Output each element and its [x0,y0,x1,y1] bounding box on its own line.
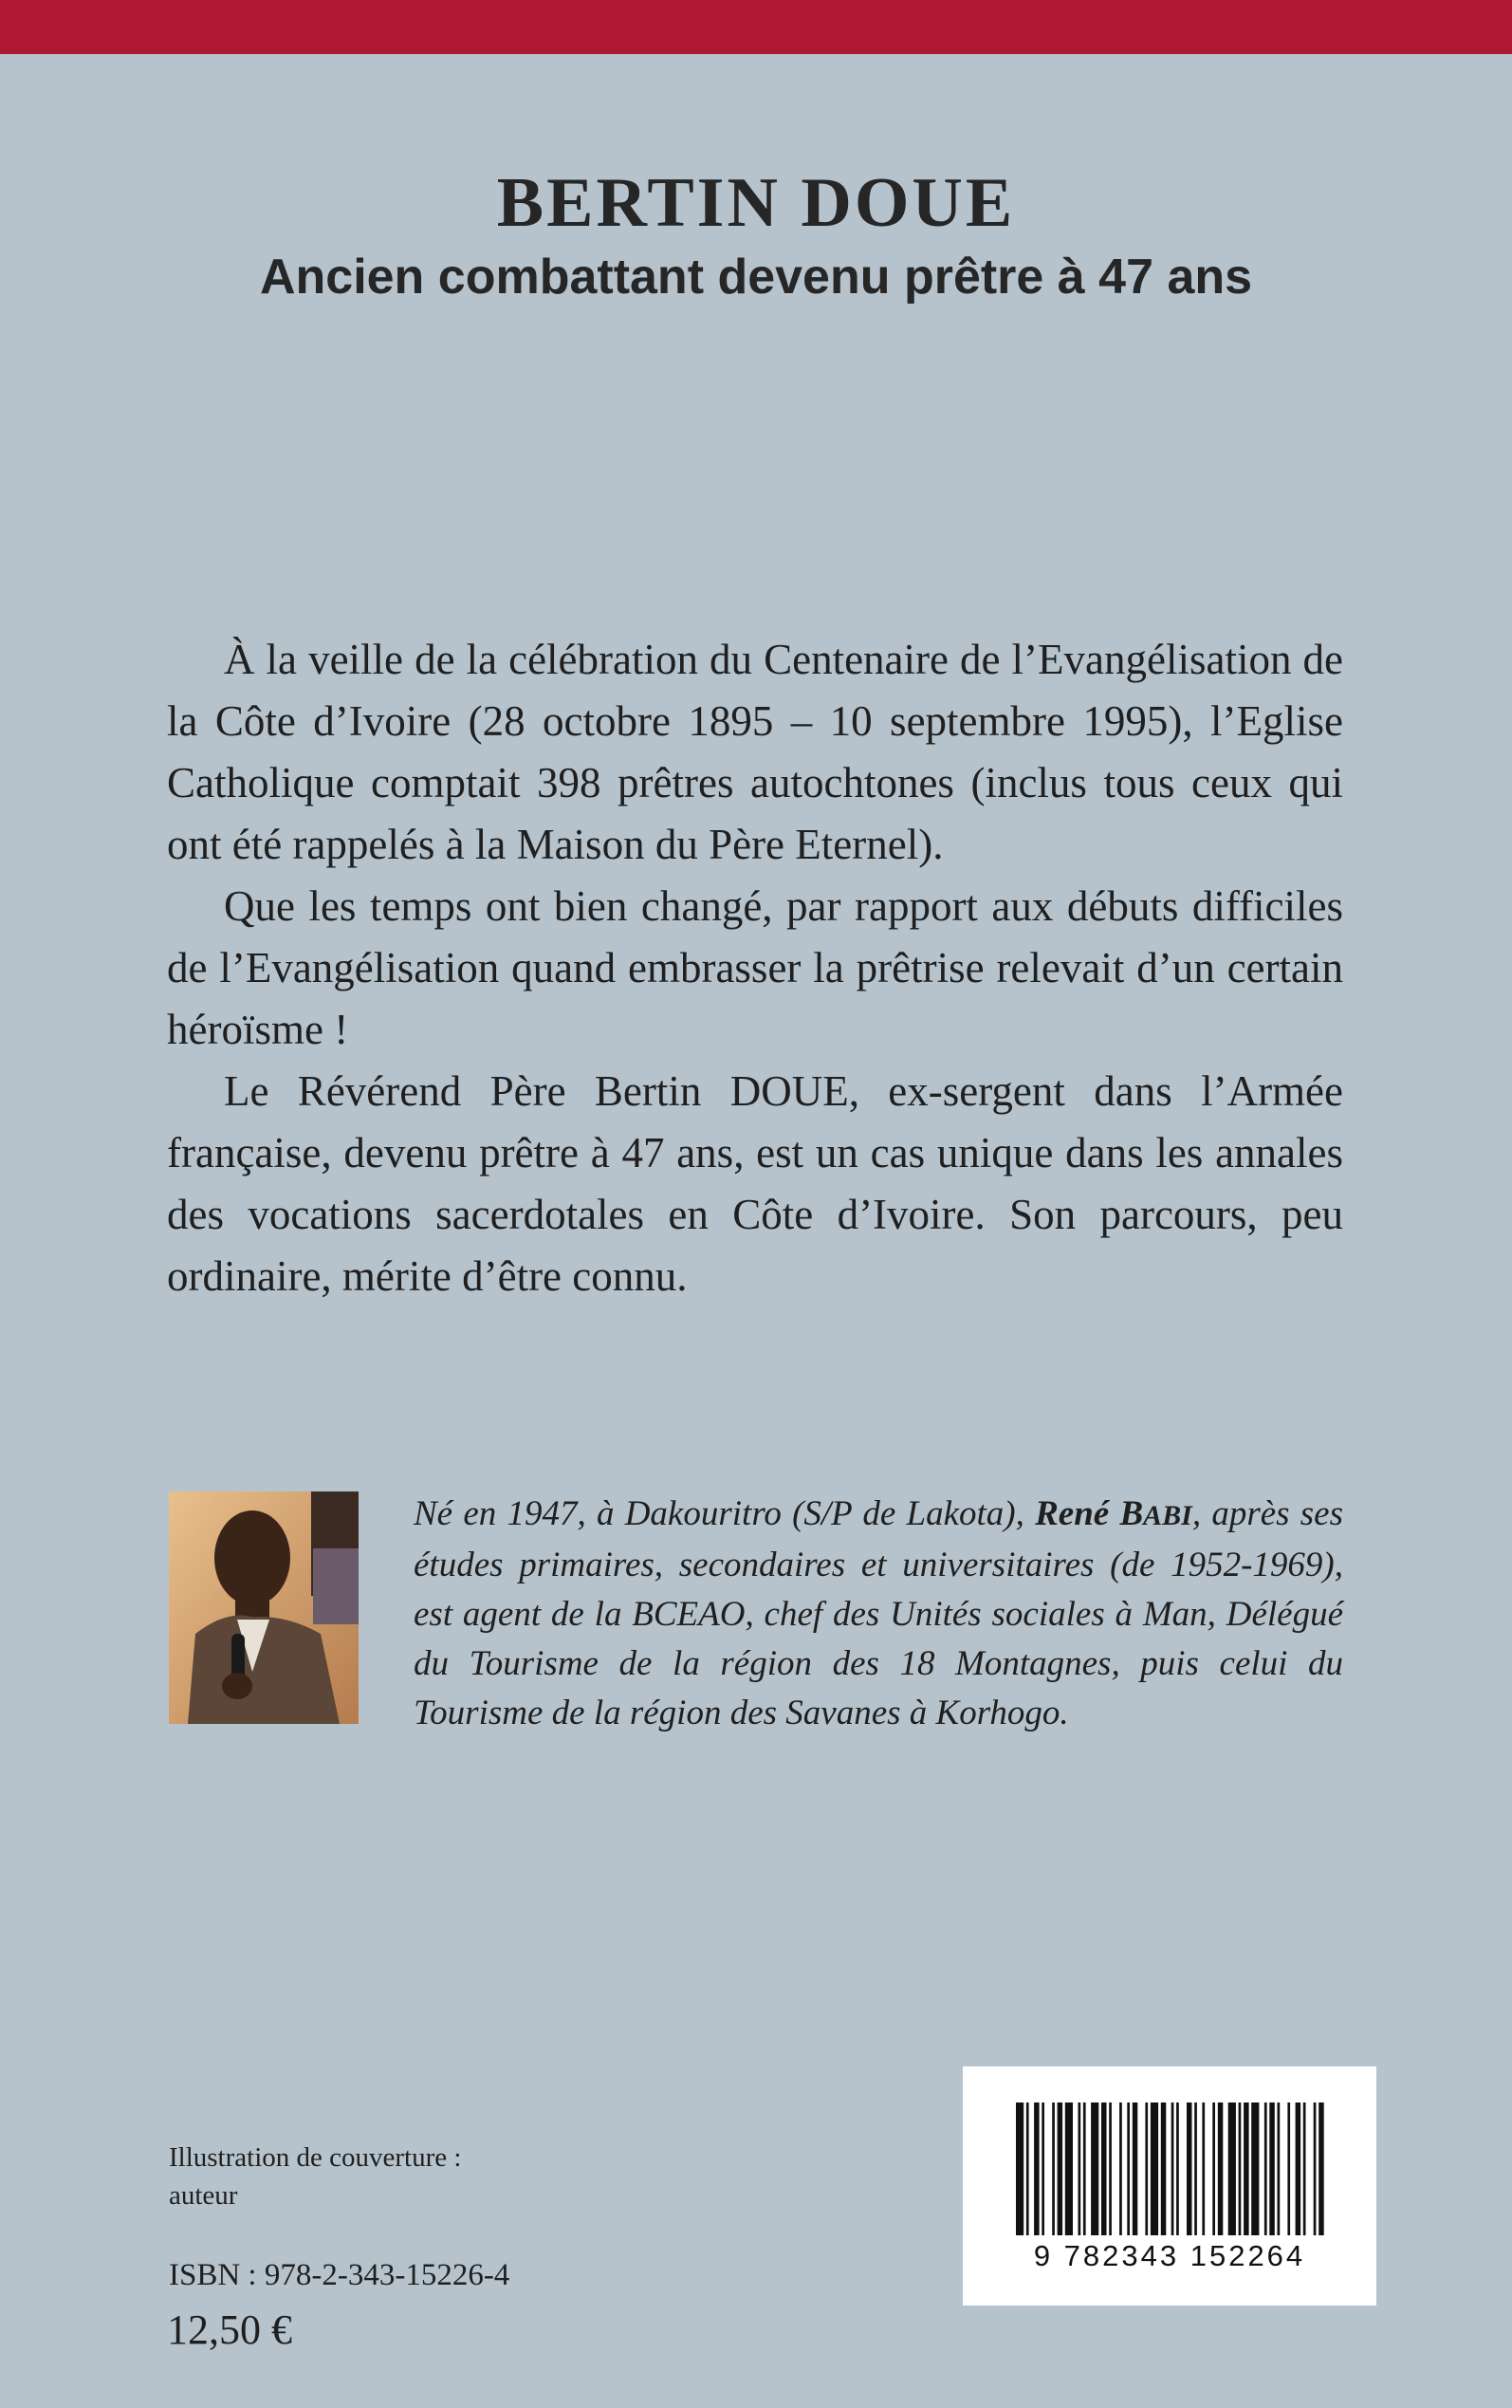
barcode-bar [1083,2102,1086,2235]
barcode-bar [1101,2102,1107,2235]
isbn: ISBN : 978-2-343-15226-4 [169,2258,510,2292]
author-portrait-image [169,1491,359,1724]
barcode-bars [963,2066,1376,2306]
book-title: BERTIN DOUE [496,164,1016,242]
barcode-bar [1296,2102,1301,2235]
barcode-bar [1202,2102,1205,2235]
barcode-bar [1127,2102,1130,2235]
barcode-bar [1058,2102,1063,2235]
illustration-author: auteur [169,2180,238,2211]
barcode-bar [1187,2102,1192,2235]
barcode-bar [1133,2102,1138,2235]
barcode-bar [1218,2102,1224,2235]
barcode [963,2066,1376,2306]
barcode-bar [1228,2102,1236,2235]
barcode-bar [1079,2102,1081,2235]
author-photo [169,1491,359,1724]
blurb-paragraph-2: Que les temps ont bien changé, par rapport aux débuts difficiles de l’Evangélisation quand embrasser la prêtrise relevait d’un certain héroïsme ! [167,882,1343,1053]
barcode-bar [1251,2102,1259,2235]
barcode-bar [1269,2102,1275,2235]
blurb-paragraph-1: À la veille de la célébration du Centenaire de l’Evangélisation de la Côte d’Ivoire (28 octobre 1895 – 10 septembre 1995), l’Eglise Catholique comptait 398 prêtres autochtones (inclus tous ceux qui ont été rappelés à la Maison du Père Eternel). [167,636,1343,868]
barcode-bar [1239,2102,1242,2235]
barcode-digits: 9 782343 152264 [1033,2239,1306,2272]
barcode-bar [1194,2102,1197,2235]
barcode-bar [1034,2102,1040,2235]
blurb-paragraph-3: Le Révérend Père Bertin DOUE, ex-sergent dans l’Armée française, devenu prêtre à 47 ans, est un cas unique dans les annales des vocations sacerdotales en Côte d’Ivoire. Son parcours, peu ordinaire, mérite d’être connu. [167,1067,1343,1300]
barcode-bar [1145,2102,1148,2235]
book-subtitle: Ancien combattant devenu prêtre à 47 ans [259,250,1253,305]
barcode-bar [1091,2102,1098,2235]
top-color-band [0,0,1512,54]
barcode-bar [1065,2102,1073,2235]
illustration-label: Illustration de couverture : [169,2142,462,2173]
back-cover-blurb [167,629,1343,1307]
barcode-bar [1244,2102,1249,2235]
barcode-bar [1026,2102,1029,2235]
barcode-bar [1161,2102,1167,2235]
author-bio [414,1490,1343,1738]
price: 12,50 € [167,2306,292,2353]
barcode-bar [1016,2102,1023,2235]
illustration-credit [169,2139,461,2214]
barcode-bar [1303,2102,1306,2235]
barcode-bar [1151,2102,1158,2235]
barcode-bar [1109,2102,1112,2235]
author-bio-text: , après ses études primaires, secondaires et universitaires (de 1952-1969), est agent de la BCEAO, chef des Unités sociales à Man, Délégué du Tourisme de la région des 18 Montagnes, puis celui du Tourisme de la région des Savanes à Korhogo. [414,1494,1343,1732]
barcode-bar [1212,2102,1215,2235]
barcode-bar [1314,2102,1317,2235]
barcode-bar [1052,2102,1055,2235]
barcode-bar [1176,2102,1179,2235]
barcode-bar [1264,2102,1267,2235]
barcode-bar [1119,2102,1122,2235]
barcode-bar [1318,2102,1324,2235]
author-name: René BABI [1035,1494,1192,1533]
barcode-bar [1042,2102,1044,2235]
author-bio-intro: Né en 1947, à Dakouritro (S/P de Lakota), [414,1494,1036,1533]
barcode-bar [1278,2102,1281,2235]
barcode-bar [1287,2102,1290,2235]
barcode-bar [1171,2102,1174,2235]
